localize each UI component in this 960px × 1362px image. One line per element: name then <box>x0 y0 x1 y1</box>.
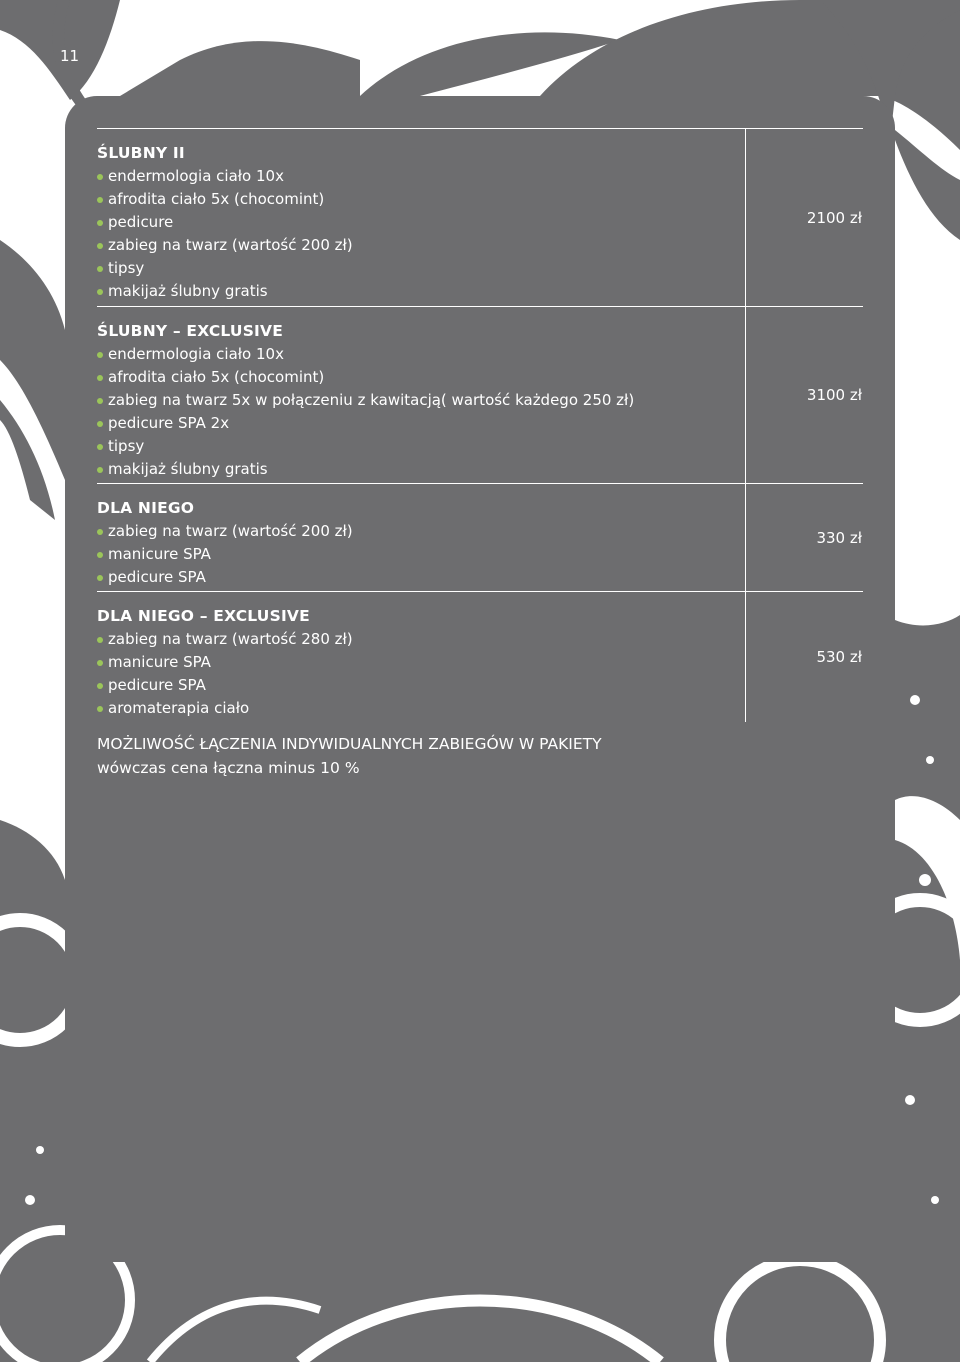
package-dla-niego-exclusive <box>97 591 863 722</box>
bullet-icon <box>97 706 103 712</box>
list-item: afrodita ciało 5x (chocomint) <box>97 188 745 211</box>
price-panel <box>65 96 895 1262</box>
list-item: pedicure <box>97 211 745 234</box>
list-item: tipsy <box>97 435 745 458</box>
list-item: zabieg na twarz (wartość 280 zł) <box>97 628 745 651</box>
bullet-icon <box>97 683 103 689</box>
bullet-icon <box>97 637 103 643</box>
bullet-icon <box>97 174 103 180</box>
package-items <box>97 520 745 589</box>
list-item: aromaterapia ciało <box>97 697 745 720</box>
list-item: endermologia ciało 10x <box>97 165 745 188</box>
list-item: endermologia ciało 10x <box>97 343 745 366</box>
list-item: zabieg na twarz (wartość 200 zł) <box>97 520 745 543</box>
bullet-icon <box>97 289 103 295</box>
bullet-icon <box>97 421 103 427</box>
list-item: pedicure SPA <box>97 674 745 697</box>
combination-note <box>97 732 602 780</box>
page-number: 11 <box>60 47 80 65</box>
bullet-icon <box>97 552 103 558</box>
package-items <box>97 343 745 481</box>
package-price: 2100 zł <box>745 129 863 306</box>
bullet-icon <box>97 197 103 203</box>
package-title: ŚLUBNY – EXCLUSIVE <box>97 322 284 340</box>
list-item: manicure SPA <box>97 651 745 674</box>
list-item: zabieg na twarz (wartość 200 zł) <box>97 234 745 257</box>
note-subtitle: wówczas cena łączna minus 10 % <box>97 759 360 777</box>
package-items <box>97 628 745 720</box>
bullet-icon <box>97 467 103 473</box>
list-item: makijaż ślubny gratis <box>97 280 745 303</box>
package-dla-niego <box>97 483 863 591</box>
list-item: tipsy <box>97 257 745 280</box>
bullet-icon <box>97 243 103 249</box>
bullet-icon <box>97 220 103 226</box>
bullet-icon <box>97 444 103 450</box>
package-title: ŚLUBNY II <box>97 144 185 162</box>
package-items <box>97 165 745 303</box>
package-title: DLA NIEGO – EXCLUSIVE <box>97 607 310 625</box>
bullet-icon <box>97 529 103 535</box>
list-item: makijaż ślubny gratis <box>97 458 745 481</box>
package-list <box>97 128 863 722</box>
list-item: afrodita ciało 5x (chocomint) <box>97 366 745 389</box>
package-price: 3100 zł <box>745 307 863 483</box>
list-item: zabieg na twarz 5x w połączeniu z kawitacją( wartość każdego 250 zł) <box>97 389 745 412</box>
bullet-icon <box>97 352 103 358</box>
package-slubny-exclusive <box>97 306 863 483</box>
list-item: manicure SPA <box>97 543 745 566</box>
package-slubny-ii <box>97 128 863 306</box>
package-price: 330 zł <box>745 484 863 591</box>
bullet-icon <box>97 266 103 272</box>
note-title: MOŻLIWOŚĆ ŁĄCZENIA INDYWIDUALNYCH ZABIEGÓW W PAKIETY <box>97 735 602 753</box>
bullet-icon <box>97 660 103 666</box>
bullet-icon <box>97 575 103 581</box>
bullet-icon <box>97 398 103 404</box>
bullet-icon <box>97 375 103 381</box>
package-price: 530 zł <box>745 592 863 722</box>
list-item: pedicure SPA <box>97 566 745 589</box>
list-item: pedicure SPA 2x <box>97 412 745 435</box>
package-title: DLA NIEGO <box>97 499 195 517</box>
